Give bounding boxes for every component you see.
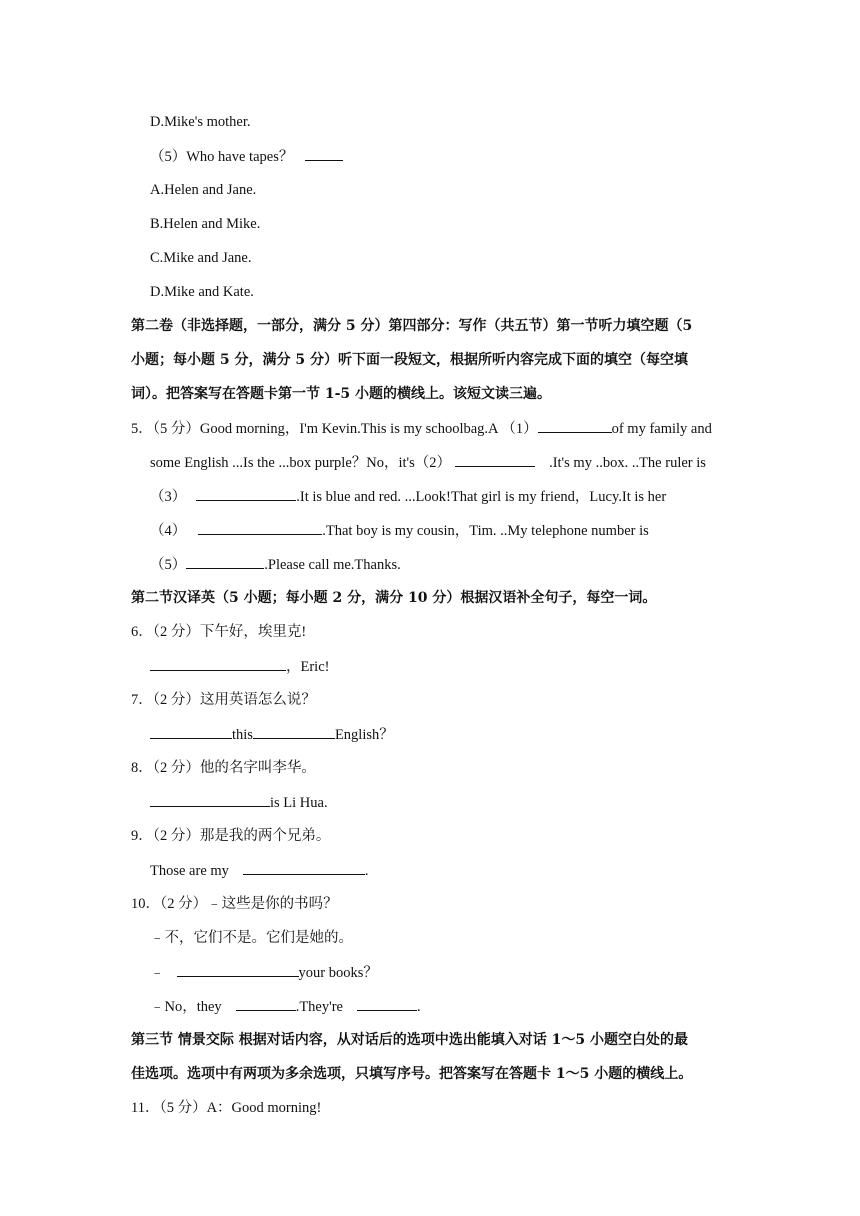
answer-blank-1 <box>538 418 612 433</box>
q8-prompt: 8．（2 分）他的名字叫李华。 <box>131 760 316 776</box>
answer-blank <box>357 996 417 1011</box>
q4-sub5-option-b: B.Helen and Mike. <box>150 216 261 232</box>
q4-sub5-text: （5）Who have tapes？ <box>150 149 294 165</box>
q5-line-2 <box>150 452 706 473</box>
part2-header-text: 小题；每小题 5 分，满分 5 分）听下面一段短文，根据所听内容完成下面的填空（每空填 <box>131 352 688 368</box>
q7-tail: English？ <box>334 727 394 743</box>
q7-prompt: 7．（2 分）这用英语怎么说？ <box>131 692 316 708</box>
q10-prompt: 10．（2 分）﹣这些是你的书吗？ <box>131 896 338 912</box>
answer-blank <box>150 724 232 739</box>
answer-blank <box>177 962 299 977</box>
q10-line3-tail: your books？ <box>298 965 378 981</box>
q11-line-1: 11．（5 分）A：Good morning! <box>131 1100 322 1116</box>
q4-sub5-option-a: A.Helen and Jane. <box>150 182 257 198</box>
q5-text: .Please call me.Thanks. <box>264 557 401 573</box>
q9-prompt: 9．（2 分）那是我的两个兄弟。 <box>131 828 331 844</box>
answer-blank-5 <box>186 554 264 569</box>
part2-header-line-3: 词）。把答案写在答题卡第一节 1-5 小题的横线上。该短文读三遍。 <box>131 386 552 402</box>
q5-line-4 <box>150 520 649 541</box>
q5-text: .It's my ..box. ..The ruler is <box>549 455 706 471</box>
q6-prompt: 6．（2 分）下午好，埃里克! <box>131 624 307 640</box>
q8-tail: is Li Hua. <box>270 795 328 811</box>
q10-line-3 <box>150 962 378 983</box>
answer-blank <box>253 724 335 739</box>
q5-text: .It is blue and red. ...Look!That girl is my friend，Lucy.It is her <box>296 489 667 505</box>
q10-line-4 <box>150 996 421 1017</box>
part2-header-line-1 <box>131 316 731 336</box>
q10-dash: ﹣ <box>150 965 165 981</box>
section2-header: 第二节汉译英（5 小题；每小题 2 分，满分 10 分）根据汉语补全句子，每空一词。 <box>131 590 657 606</box>
q10-line-2: ﹣不，它们不是。它们是她的。 <box>150 930 353 946</box>
answer-blank-3 <box>196 486 296 501</box>
q5-text: of my family and <box>611 421 712 437</box>
part2-header-line-2 <box>131 350 731 370</box>
q4-sub5 <box>150 146 343 167</box>
answer-blank-2 <box>455 452 535 467</box>
q5-text: （3） <box>150 489 187 505</box>
answer-blank <box>150 656 286 671</box>
section3-header-line-2: 佳选项。选项中有两项为多余选项，只填写序号。把答案写在答题卡 1～5 小题的横线上。 <box>131 1066 693 1082</box>
q5-text: 5．（5 分）Good morning，I'm Kevin.This is my schoolbag.A （1） <box>131 421 538 437</box>
answer-blank <box>236 996 296 1011</box>
answer-blank <box>305 146 343 161</box>
q10-line4-head: ﹣No，they <box>150 999 222 1015</box>
q5-text: .That boy is my cousin，Tim. ..My telephone number is <box>322 523 649 539</box>
q7-mid: this <box>232 727 253 743</box>
answer-blank-4 <box>198 520 322 535</box>
q9-head: Those are my <box>150 863 229 879</box>
answer-blank <box>243 860 365 875</box>
q6-tail: ，Eric! <box>286 659 330 675</box>
q5-text: some English ...Is the ...box purple？No，it's（2） <box>150 455 452 471</box>
q8-answer-line <box>150 792 328 813</box>
q5-line-1 <box>131 418 712 439</box>
q9-answer-line <box>150 860 369 881</box>
q5-line-5 <box>150 554 401 575</box>
q10-line4-tail: . <box>416 999 421 1015</box>
q5-text: （4） <box>150 523 187 539</box>
answer-blank <box>150 792 270 807</box>
q4-option-d: D.Mike's mother. <box>150 114 251 130</box>
section3-header-line-1 <box>131 1030 731 1050</box>
q5-text: （5） <box>150 557 187 573</box>
q10-line4-mid: .They're <box>295 999 343 1015</box>
q6-answer-line <box>150 656 329 677</box>
part2-header-text: 第二卷（非选择题，一部分，满分 5 分）第四部分：写作（共五节）第一节听力填空题（5 <box>131 318 693 334</box>
q5-line-3 <box>150 486 666 507</box>
section3-header-text: 第三节 情景交际 根据对话内容，从对话后的选项中选出能填入对话 1～5 小题空白处的最 <box>131 1032 688 1048</box>
q7-answer-line <box>150 724 394 745</box>
q9-tail: . <box>364 863 369 879</box>
q4-sub5-option-d: D.Mike and Kate. <box>150 284 254 300</box>
q4-sub5-option-c: C.Mike and Jane. <box>150 250 252 266</box>
